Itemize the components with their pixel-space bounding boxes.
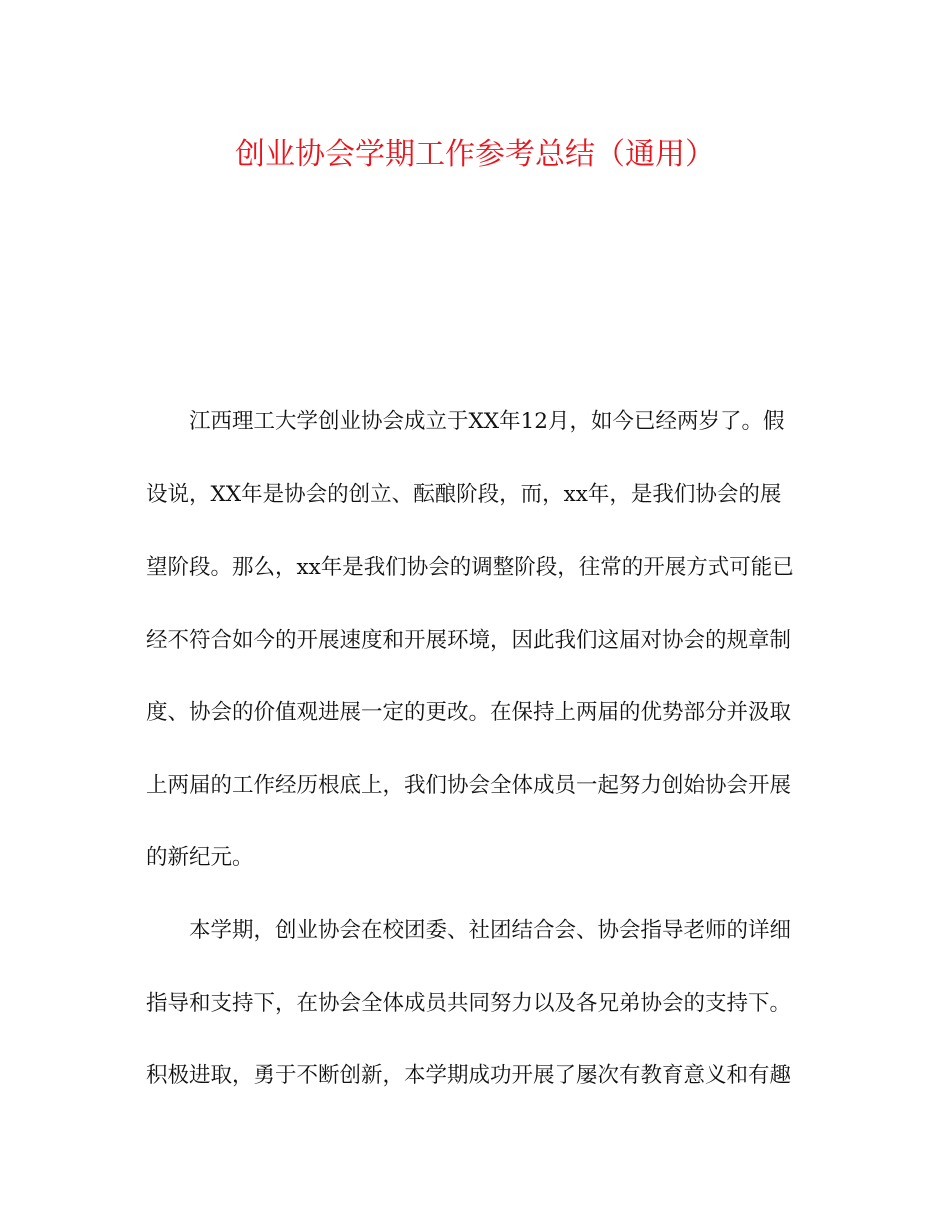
paragraph-1-line-6: 上两届的工作经历根底上，我们协会全体成员一起努力创始协会开展 [146,773,792,798]
paragraph-1-line-7: 的新纪元。 [146,845,254,870]
paragraph-2-line-2: 指导和支持下，在协会全体成员共同努力以及各兄弟协会的支持下。 [146,991,792,1016]
paragraph-1-line-2: 设说，XX年是协会的创立、酝酿阶段，而，xx年，是我们协会的展 [146,482,782,507]
paragraph-1-line-3: 望阶段。那么，xx年是我们协会的调整阶段，往常的开展方式可能已 [146,555,794,580]
document-title: 创业协会学期工作参考总结（通用） [235,137,715,172]
paragraph-2-line-1: 本学期，创业协会在校团委、社团结合会、协会指导老师的详细 [189,918,792,943]
paragraph-1-line-1: 江西理工大学创业协会成立于XX年12月，如今已经两岁了。假 [189,409,785,434]
paragraph-2-line-3: 积极进取，勇于不断创新，本学期成功开展了屡次有教育意义和有趣 [146,1063,792,1088]
paragraph-1-line-4: 经不符合如今的开展速度和开展环境，因此我们这届对协会的规章制 [146,628,792,653]
paragraph-1-line-5: 度、协会的价值观进展一定的更改。在保持上两届的优势部分并汲取 [146,700,792,725]
